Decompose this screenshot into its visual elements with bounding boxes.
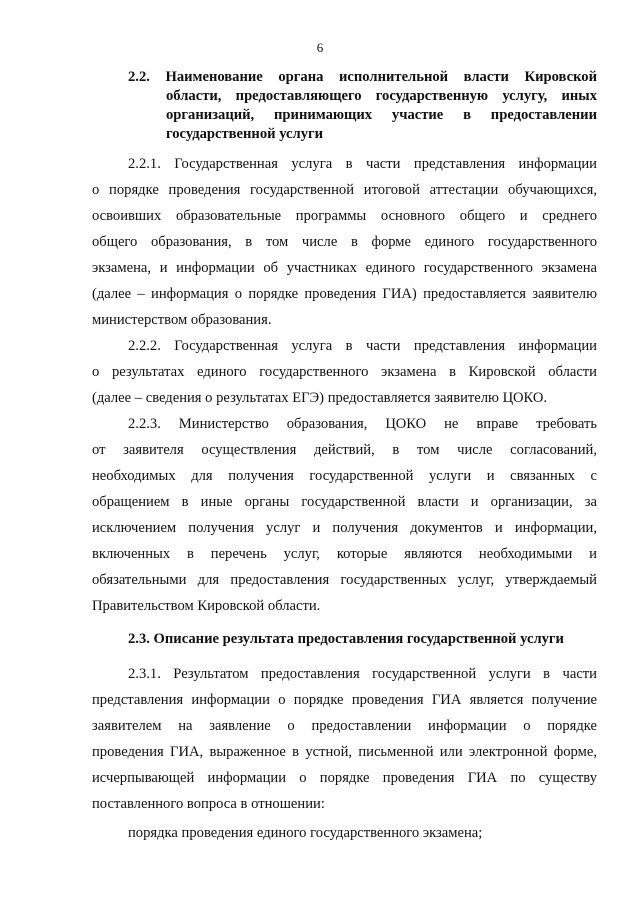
paragraph-2-2-2-line-2: о результатах единого государственного экзамена в Кировской области <box>92 364 597 380</box>
section-2-2-heading-line-2: области, предоставляющего государственную услугу, иных <box>166 88 597 104</box>
paragraph-2-3-1-line-5: исчерпывающей информации о порядке проведения ГИА по существу <box>92 770 597 786</box>
paragraph-2-2-2-line-1: 2.2.2. Государственная услуга в части представления информации <box>128 338 597 354</box>
section-2-2-heading-line-3: организаций, принимающих участие в предоставлении <box>166 107 597 123</box>
paragraph-2-2-3-line-3: необходимых для получения государственной услуги и связанных с <box>92 468 597 484</box>
section-2-2-heading-line-1: 2.2. Наименование органа исполнительной власти Кировской <box>128 69 597 85</box>
paragraph-2-3-1-line-3: заявителем на заявление о предоставлении информации о порядке <box>92 718 597 734</box>
paragraph-2-2-3-line-8: Правительством Кировской области. <box>92 598 321 614</box>
paragraph-2-3-1-line-1: 2.3.1. Результатом предоставления государственной услуги в части <box>128 666 597 682</box>
paragraph-2-2-3-line-4: обращением в иные органы государственной власти и организации, за <box>92 494 597 510</box>
page-number: 6 <box>316 40 324 55</box>
paragraph-2-2-3-line-2: от заявителя осуществления действий, в том числе согласований, <box>92 442 597 458</box>
paragraph-2-2-1-line-7: министерством образования. <box>92 312 272 328</box>
paragraph-2-2-3-line-5: исключением получения услуг и получения документов и информации, <box>92 520 597 536</box>
section-2-3-heading: 2.3. Описание результата предоставления государственной услуги <box>128 631 564 647</box>
paragraph-2-3-1-line-4: проведения ГИА, выраженное в устной, письменной или электронной форме, <box>92 744 597 760</box>
paragraph-2-2-2-line-3: (далее – сведения о результатах ЕГЭ) предоставляется заявителю ЦОКО. <box>92 390 548 406</box>
paragraph-2-2-3-line-7: обязательными для предоставления государственных услуг, утверждаемый <box>92 572 597 588</box>
paragraph-2-2-1-line-2: о порядке проведения государственной итоговой аттестации обучающихся, <box>92 182 597 198</box>
paragraph-2-2-1-line-5: экзамена, и информации об участниках единого государственного экзамена <box>92 260 597 276</box>
paragraph-2-2-3-line-1: 2.2.3. Министерство образования, ЦОКО не вправе требовать <box>128 416 597 432</box>
paragraph-2-3-1-line-6: поставленного вопроса в отношении: <box>92 796 325 812</box>
section-2-2-heading-line-4: государственной услуги <box>166 126 324 142</box>
paragraph-2-2-1-line-1: 2.2.1. Государственная услуга в части представления информации <box>128 156 597 172</box>
paragraph-2-2-3-line-6: включенных в перечень услуг, которые являются необходимыми и <box>92 546 597 562</box>
paragraph-2-2-1-line-3: освоивших образовательные программы основного общего и среднего <box>92 208 597 224</box>
paragraph-2-2-1-line-4: общего образования, в том числе в форме единого государственного <box>92 234 597 250</box>
paragraph-2-3-1-list-item: порядка проведения единого государственного экзамена; <box>128 825 483 841</box>
paragraph-2-2-1-line-6: (далее – информация о порядке проведения ГИА) предоставляется заявителю <box>92 286 597 302</box>
paragraph-2-3-1-line-2: представления информации о порядке проведения ГИА является получение <box>92 692 597 708</box>
